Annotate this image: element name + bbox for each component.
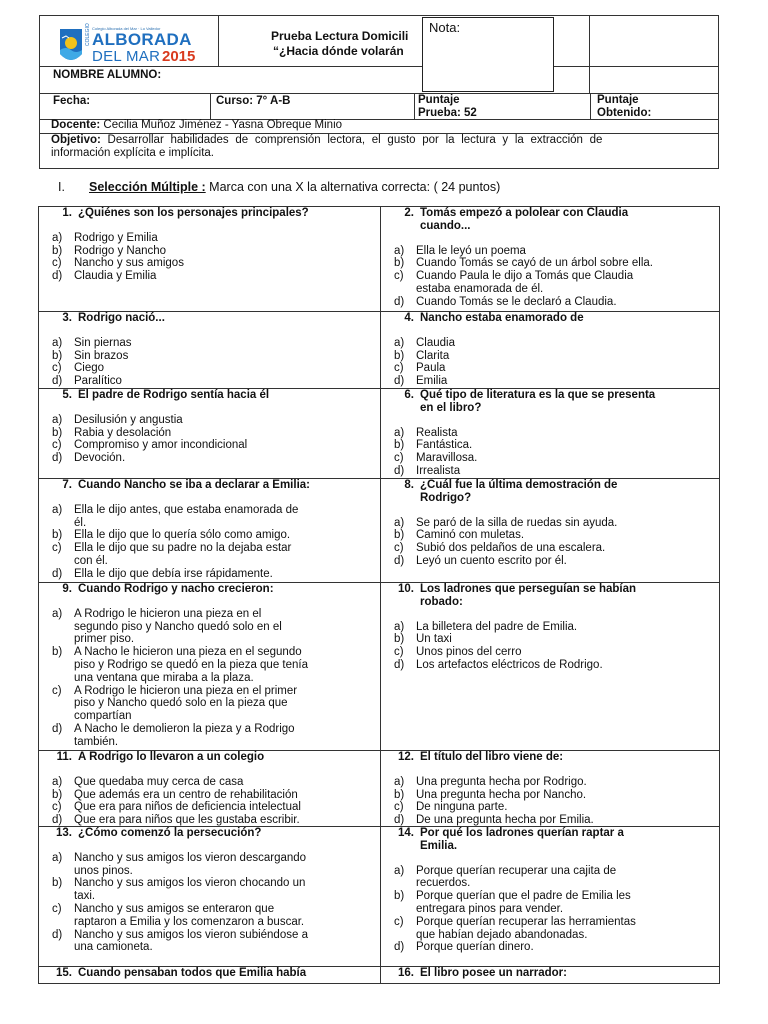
option-letter: d) xyxy=(394,814,405,827)
question-title xyxy=(393,389,719,415)
option-letter: d) xyxy=(52,567,63,580)
answer-option[interactable] xyxy=(393,439,719,452)
option-text: Cuando Tomás se cayó de un árbol sobre ella. xyxy=(416,257,653,270)
option-letter: d) xyxy=(394,554,405,567)
option-text: Ella le dijo que debía irse rápidamente. xyxy=(74,567,273,580)
answer-option[interactable] xyxy=(393,801,719,814)
answer-option[interactable] xyxy=(51,852,379,878)
question-8 xyxy=(387,479,719,568)
question-13 xyxy=(45,827,379,954)
option-letter: d) xyxy=(52,375,63,388)
question-text: Los ladrones que perseguían se habían robado: xyxy=(420,583,637,608)
option-text: Una pregunta hecha por Rodrigo. xyxy=(416,775,587,788)
option-letter: a) xyxy=(394,775,405,788)
answer-option[interactable] xyxy=(51,452,379,465)
answer-option[interactable] xyxy=(51,608,379,646)
question-text: El padre de Rodrigo sentía hacia él xyxy=(78,389,270,401)
option-letter: b) xyxy=(394,890,405,903)
question-16 xyxy=(387,967,719,980)
question-title xyxy=(393,751,719,764)
option-letter: a) xyxy=(52,607,63,620)
option-text: Caminó con muletas. xyxy=(416,529,525,542)
option-letter: b) xyxy=(52,349,63,362)
option-letter: c) xyxy=(394,270,404,283)
school-year: 2015 xyxy=(162,48,196,65)
option-text: Claudia xyxy=(416,336,455,349)
answer-option[interactable] xyxy=(51,685,379,723)
docente-label: Docente: xyxy=(51,119,101,131)
question-title xyxy=(51,479,379,492)
option-letter: c) xyxy=(394,801,404,814)
question-10 xyxy=(387,583,719,672)
option-text: Desilusión y angustia xyxy=(74,413,183,426)
question-4 xyxy=(387,312,719,388)
answer-option[interactable] xyxy=(393,621,719,634)
option-text: De una pregunta hecha por Emilia. xyxy=(416,814,594,827)
answer-option[interactable] xyxy=(393,362,719,375)
docente-line xyxy=(51,119,342,131)
question-title xyxy=(51,967,379,980)
option-letter: d) xyxy=(52,814,63,827)
answer-option[interactable] xyxy=(51,504,379,530)
option-letter: b) xyxy=(394,257,405,270)
school-side-text: COLEGIO xyxy=(85,23,91,46)
question-text: El título del libro viene de: xyxy=(420,751,564,763)
school-name-bottom: DEL MAR xyxy=(92,48,161,65)
school-name-top: ALBORADA xyxy=(92,30,192,49)
answer-option[interactable] xyxy=(51,568,379,581)
answer-option[interactable] xyxy=(51,414,379,427)
option-text: A Nacho le demolieron la pieza y a Rodrigo también. xyxy=(74,722,295,748)
option-text: Ciego xyxy=(74,362,105,375)
answer-option[interactable] xyxy=(51,337,379,350)
option-text: Cuando Paula le dijo a Tomás que Claudia estaba enamorada de él. xyxy=(416,270,634,295)
option-letter: b) xyxy=(394,633,405,646)
option-letter: d) xyxy=(52,452,63,465)
option-text: Subió dos peldaños de una escalera. xyxy=(416,542,606,555)
option-letter: c) xyxy=(52,439,62,452)
question-title xyxy=(51,312,379,325)
answer-option[interactable] xyxy=(393,646,719,659)
option-letter: b) xyxy=(52,877,63,890)
question-text: Rodrigo nació... xyxy=(78,312,165,324)
option-letter: b) xyxy=(52,646,63,659)
question-number: 8. xyxy=(404,479,414,491)
question-15 xyxy=(45,967,379,980)
option-letter: a) xyxy=(52,775,63,788)
option-text: Que además era un centro de rehabilitación xyxy=(74,788,298,801)
option-letter: c) xyxy=(394,542,404,555)
question-number: 3. xyxy=(62,312,72,324)
option-letter: a) xyxy=(52,413,63,426)
option-letter: c) xyxy=(394,452,404,465)
option-text: Porque querían dinero. xyxy=(416,941,534,954)
answer-option[interactable] xyxy=(393,865,719,891)
test-title: Prueba Lectura Domicili xyxy=(271,29,409,43)
answer-option[interactable] xyxy=(51,903,379,929)
header-empty-cell xyxy=(589,15,719,67)
option-text: Unos pinos del cerro xyxy=(416,646,522,659)
option-text: Emilia xyxy=(416,375,448,388)
option-letter: d) xyxy=(52,270,63,283)
option-letter: c) xyxy=(394,915,404,928)
answer-option[interactable] xyxy=(51,375,379,388)
option-letter: a) xyxy=(394,244,405,257)
option-letter: c) xyxy=(394,646,404,659)
answer-option[interactable] xyxy=(393,789,719,802)
option-text: Se paró de la silla de ruedas sin ayuda. xyxy=(416,516,618,529)
option-text: Ella le leyó un poema xyxy=(416,244,526,257)
question-14 xyxy=(387,827,719,954)
question-number: 15. xyxy=(56,967,72,979)
question-7 xyxy=(45,479,379,581)
answer-option[interactable] xyxy=(393,890,719,916)
answer-option[interactable] xyxy=(51,362,379,375)
question-text: Nancho estaba enamorado de xyxy=(420,312,584,324)
question-number: 13. xyxy=(56,827,72,839)
option-letter: d) xyxy=(394,464,405,477)
option-letter: c) xyxy=(52,362,62,375)
answer-option[interactable] xyxy=(51,245,379,258)
docente-value: Cecilia Muñoz Jiménez - Yasna Obreque Minio xyxy=(100,119,343,131)
section-numeral: I. xyxy=(58,180,65,194)
option-letter: a) xyxy=(394,336,405,349)
option-text: Nancho y sus amigos los vieron subiéndose a una camioneta. xyxy=(74,928,308,954)
puntaje-obtenido-value: Obtenido: xyxy=(597,107,652,119)
question-text: ¿Cuál fue la última demostración de Rodrigo? xyxy=(420,479,618,504)
option-text: Paula xyxy=(416,362,446,375)
question-number: 16. xyxy=(398,967,414,979)
option-text: Irrealista xyxy=(416,464,461,477)
option-text: A Rodrigo le hicieron una pieza en el segundo piso y Nancho quedó solo en el primer piso. xyxy=(74,607,282,646)
question-number: 1. xyxy=(62,207,72,219)
question-number: 12. xyxy=(398,751,414,763)
nota-label: Nota: xyxy=(429,20,461,35)
section-title: Selección Múltiple : xyxy=(89,180,206,194)
answer-option[interactable] xyxy=(51,646,379,684)
answer-option[interactable] xyxy=(393,529,719,542)
answer-option[interactable] xyxy=(393,941,719,954)
answer-option[interactable] xyxy=(51,929,379,955)
question-number: 9. xyxy=(62,583,72,595)
question-9 xyxy=(45,583,379,749)
option-letter: b) xyxy=(52,426,63,439)
question-text: A Rodrigo lo llevaron a un colegio xyxy=(78,751,265,763)
answer-option[interactable] xyxy=(393,659,719,672)
answer-option[interactable] xyxy=(51,270,379,283)
answer-option[interactable] xyxy=(51,814,379,827)
answer-option[interactable] xyxy=(51,789,379,802)
objetivo-line-1 xyxy=(51,134,718,147)
question-text: Tomás empezó a pololear con Claudia cuando... xyxy=(420,207,629,232)
question-text: El libro posee un narrador: xyxy=(420,967,567,979)
curso-label: Curso: 7° A-B xyxy=(216,95,291,107)
answer-option[interactable] xyxy=(51,427,379,440)
objetivo-block xyxy=(51,134,718,160)
option-letter: c) xyxy=(52,801,62,814)
answer-option[interactable] xyxy=(393,337,719,350)
answer-option[interactable] xyxy=(393,517,719,530)
option-letter: b) xyxy=(52,244,63,257)
question-text: ¿Cómo comenzó la persecución? xyxy=(78,827,262,839)
option-text: Paralítico xyxy=(74,375,122,388)
question-text: Por qué los ladrones querían raptar a Emilia. xyxy=(420,827,624,852)
option-text: Una pregunta hecha por Nancho. xyxy=(416,788,587,801)
option-letter: d) xyxy=(394,295,405,308)
option-text: Sin piernas xyxy=(74,336,132,349)
option-text: De ninguna parte. xyxy=(416,801,508,814)
option-text: Porque querían recuperar una cajita de recuerdos. xyxy=(416,864,617,890)
answer-option[interactable] xyxy=(393,542,719,555)
answer-option[interactable] xyxy=(393,245,719,258)
answer-option[interactable] xyxy=(51,257,379,270)
option-text: Rabia y desolación xyxy=(74,426,172,439)
answer-option[interactable] xyxy=(51,542,379,568)
option-letter: a) xyxy=(52,503,63,516)
answer-option[interactable] xyxy=(51,776,379,789)
question-title xyxy=(51,751,379,764)
question-number: 7. xyxy=(62,479,72,491)
option-letter: a) xyxy=(394,426,405,439)
option-text: Los artefactos eléctricos de Rodrigo. xyxy=(416,658,603,671)
answer-option[interactable] xyxy=(393,427,719,440)
answer-option[interactable] xyxy=(393,375,719,388)
test-subtitle: “¿Hacia dónde volarán xyxy=(273,44,404,58)
option-text: Nancho y sus amigos se enteraron que raptaron a Emilia y los comenzaron a buscar. xyxy=(74,902,305,928)
option-text: Rodrigo y Nancho xyxy=(74,244,167,257)
option-text: Clarita xyxy=(416,349,450,362)
option-text: Porque querían que el padre de Emilia les entregara pinos para vender. xyxy=(416,890,631,915)
answer-option[interactable] xyxy=(51,350,379,363)
answer-option[interactable] xyxy=(393,633,719,646)
answer-option[interactable] xyxy=(393,814,719,827)
answer-option[interactable] xyxy=(393,296,719,309)
option-letter: c) xyxy=(52,542,62,555)
option-text: Leyó un cuento escrito por él. xyxy=(416,554,567,567)
option-text: Claudia y Emilia xyxy=(74,270,157,283)
answer-option[interactable] xyxy=(51,877,379,903)
option-text: Un taxi xyxy=(416,633,452,646)
puntaje-prueba-label: Puntaje xyxy=(418,94,460,106)
option-letter: a) xyxy=(52,336,63,349)
question-text: Cuando Nancho se iba a declarar a Emilia: xyxy=(78,479,310,491)
option-text: Compromiso y amor incondicional xyxy=(74,439,248,452)
question-number: 2. xyxy=(404,207,414,219)
option-letter: a) xyxy=(394,864,405,877)
question-text: Qué tipo de literatura es la que se presenta en el libro? xyxy=(420,389,656,414)
question-1 xyxy=(45,207,379,283)
option-text: Rodrigo y Emilia xyxy=(74,231,158,244)
option-text: Sin brazos xyxy=(74,349,129,362)
option-text: Que era para niños de deficiencia intelectual xyxy=(74,801,301,814)
question-text: ¿Quiénes son los personajes principales? xyxy=(78,207,309,219)
puntaje-obtenido-label: Puntaje xyxy=(597,94,639,106)
question-title xyxy=(393,827,719,853)
school-logo xyxy=(58,23,198,66)
answer-option[interactable] xyxy=(51,232,379,245)
option-letter: d) xyxy=(52,722,63,735)
question-title xyxy=(393,583,719,609)
objetivo-label: Objetivo: xyxy=(51,134,101,146)
answer-option[interactable] xyxy=(51,801,379,814)
question-number: 11. xyxy=(56,751,72,763)
question-title xyxy=(393,479,719,505)
option-letter: b) xyxy=(394,788,405,801)
question-6 xyxy=(387,389,719,478)
option-text: Cuando Tomás se le declaró a Claudia. xyxy=(416,295,617,308)
question-title xyxy=(51,389,379,402)
option-letter: a) xyxy=(52,851,63,864)
option-text: A Rodrigo le hicieron una pieza en el primer piso y Nancho quedó solo en la pieza que compartían xyxy=(74,684,298,723)
option-letter: d) xyxy=(394,658,405,671)
question-number: 5. xyxy=(62,389,72,401)
option-letter: a) xyxy=(52,231,63,244)
option-text: Nancho y sus amigos los vieron descargando unos pinos. xyxy=(74,851,307,877)
answer-option[interactable] xyxy=(51,439,379,452)
option-text: Que quedaba muy cerca de casa xyxy=(74,775,244,788)
option-letter: d) xyxy=(394,375,405,388)
option-text: Ella le dijo antes, que estaba enamorada de él. xyxy=(74,503,299,529)
section-instructions: Marca con una X la alternativa correcta: ( 24 puntos) xyxy=(205,180,501,194)
option-letter: c) xyxy=(52,684,62,697)
answer-option[interactable] xyxy=(393,257,719,270)
answer-option[interactable] xyxy=(393,916,719,942)
question-title xyxy=(393,207,719,233)
nombre-label: NOMBRE ALUMNO: xyxy=(53,69,162,81)
answer-option[interactable] xyxy=(393,270,719,296)
answer-option[interactable] xyxy=(393,465,719,478)
option-letter: a) xyxy=(394,516,405,529)
answer-option[interactable] xyxy=(393,452,719,465)
option-text: La billetera del padre de Emilia. xyxy=(416,620,578,633)
question-title xyxy=(393,312,719,325)
section-heading xyxy=(58,180,500,194)
option-letter: c) xyxy=(52,902,62,915)
fecha-label: Fecha: xyxy=(53,95,91,107)
question-number: 14. xyxy=(398,827,414,839)
option-letter: c) xyxy=(52,257,62,270)
option-letter: d) xyxy=(394,941,405,954)
option-letter: c) xyxy=(394,362,404,375)
objetivo-text-1: Desarrollar habilidades de comprensión lectora, el gusto por la lectura y la extracción de xyxy=(100,134,603,146)
answer-option[interactable] xyxy=(393,555,719,568)
nota-box[interactable] xyxy=(422,17,554,92)
option-text: Nancho y sus amigos xyxy=(74,257,184,270)
question-number: 6. xyxy=(404,389,414,401)
question-11 xyxy=(45,751,379,827)
school-tagline: Colegio Alborada del Mar · Lo Valledor xyxy=(92,26,161,31)
option-text: Devoción. xyxy=(74,452,126,465)
question-text: Cuando Rodrigo y nacho crecieron: xyxy=(78,583,274,595)
question-text: Cuando pensaban todos que Emilia había xyxy=(78,967,307,979)
question-5 xyxy=(45,389,379,465)
option-letter: d) xyxy=(52,928,63,941)
nombre-extra-cell xyxy=(589,66,719,94)
question-title xyxy=(51,827,379,840)
option-letter: b) xyxy=(394,529,405,542)
option-letter: b) xyxy=(52,788,63,801)
grid-divider-vertical xyxy=(380,206,381,984)
option-letter: b) xyxy=(394,349,405,362)
option-text: Ella le dijo que su padre no la dejaba estar con él. xyxy=(74,542,292,567)
question-title xyxy=(393,967,719,980)
option-letter: b) xyxy=(394,439,405,452)
objetivo-text-2: información explícita e implícita. xyxy=(51,147,214,159)
question-12 xyxy=(387,751,719,827)
option-text: Porque querían recuperar las herramientas que habían dejado abandonadas. xyxy=(416,915,636,941)
question-title xyxy=(51,583,379,596)
question-3 xyxy=(45,312,379,388)
option-letter: a) xyxy=(394,620,405,633)
puntaje-prueba-value: Prueba: 52 xyxy=(418,107,477,119)
option-text: Realista xyxy=(416,426,458,439)
question-number: 4. xyxy=(404,312,414,324)
option-text: Fantástica. xyxy=(416,439,473,452)
option-letter: b) xyxy=(52,529,63,542)
option-text: Que era para niños que les gustaba escribir. xyxy=(74,814,300,827)
option-text: Maravillosa. xyxy=(416,452,478,465)
question-number: 10. xyxy=(398,583,414,595)
answer-option[interactable] xyxy=(393,776,719,789)
answer-option[interactable] xyxy=(393,350,719,363)
option-text: A Nacho le hicieron una pieza en el segundo piso y Rodrigo se quedó en la pieza que tenía una ventana que miraba a la plaza. xyxy=(74,646,308,684)
question-2 xyxy=(387,207,719,309)
answer-option[interactable] xyxy=(51,529,379,542)
option-text: Nancho y sus amigos los vieron chocando un taxi. xyxy=(74,877,306,903)
option-text: Ella le dijo que lo quería sólo como amigo. xyxy=(74,529,291,542)
question-title xyxy=(51,207,379,220)
answer-option[interactable] xyxy=(51,723,379,749)
